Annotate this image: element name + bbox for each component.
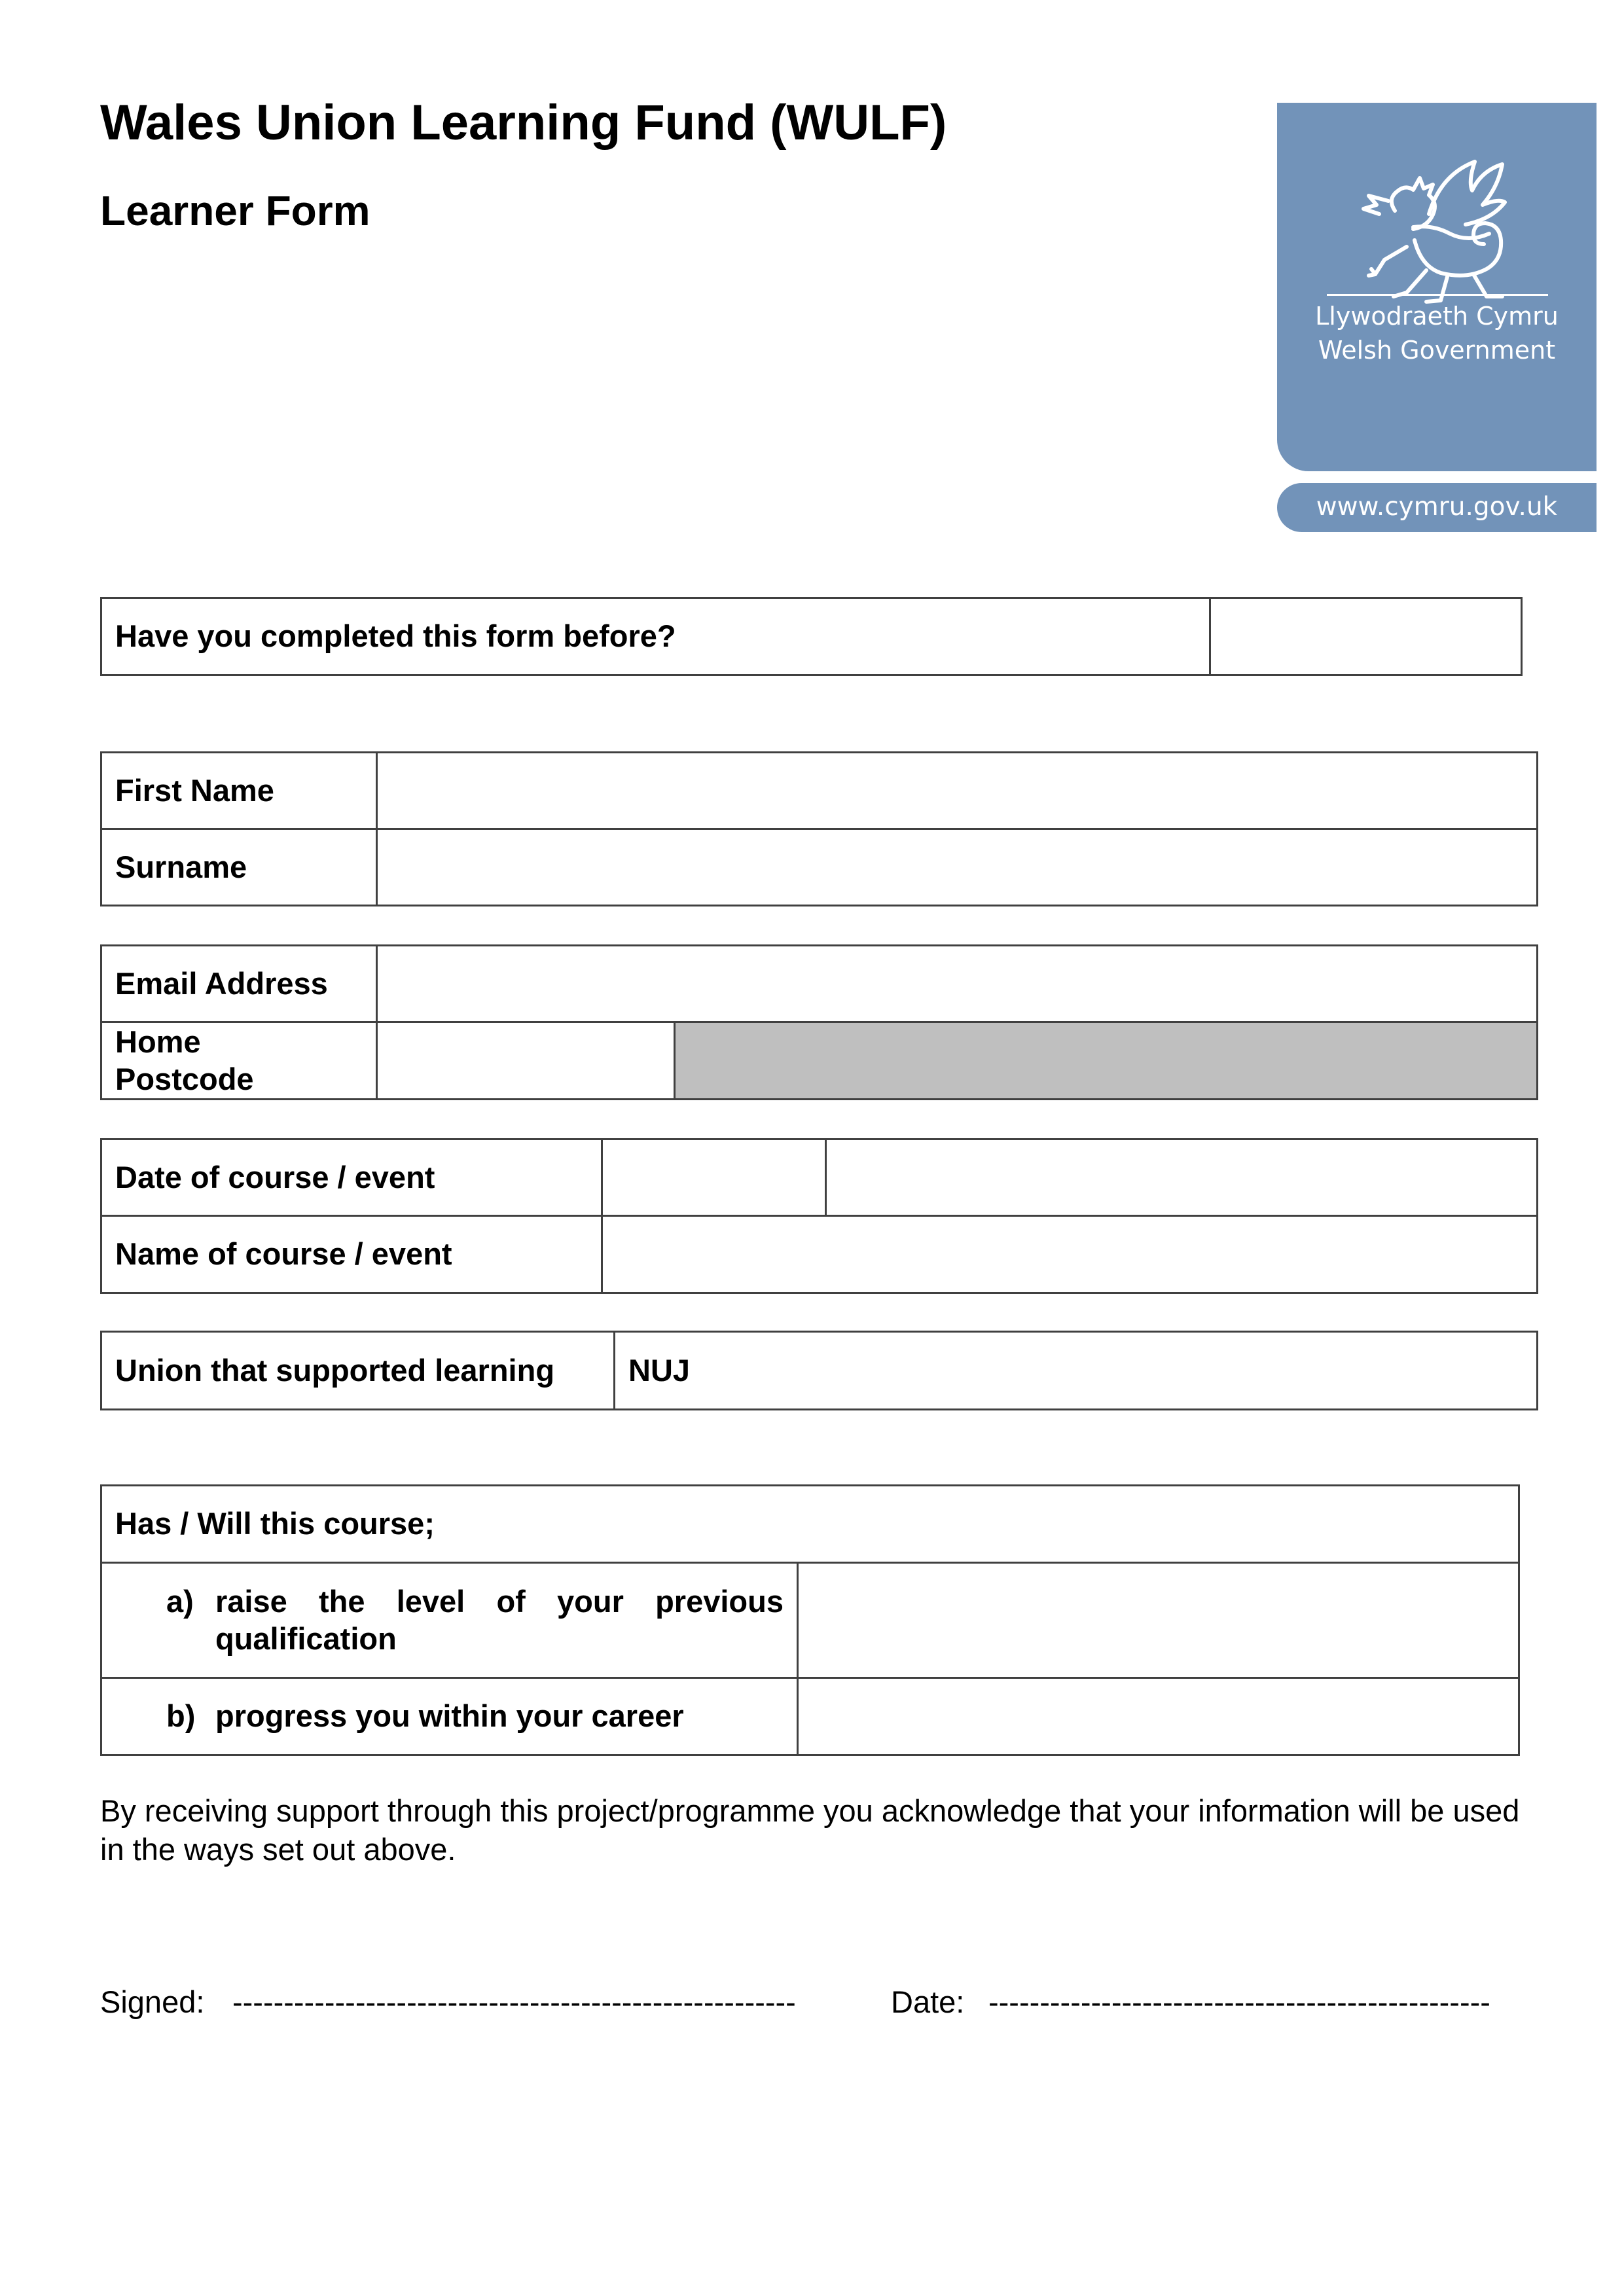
logo-url: www.cymru.gov.uk [1316,492,1558,522]
course-date-field[interactable] [602,1139,826,1216]
course-impact-heading: Has / Will this course; [101,1486,1519,1563]
completed-before-field[interactable] [1210,598,1522,675]
signed-line[interactable]: ------------------------------------------------------- [232,1984,796,2019]
first-name-field[interactable] [377,753,1538,829]
course-table [100,1138,1538,1294]
acknowledgement-text: By receiving support through this project/programme you acknowledge that your information will be used in the ways set out above. [100,1793,1520,1867]
date-label: Date: [891,1984,965,2019]
course-impact-item-a [101,1563,798,1678]
logo-url-bar [1277,483,1597,532]
signed-label: Signed: [100,1984,205,2019]
email-field[interactable] [377,946,1538,1022]
course-impact-table [100,1484,1520,1756]
union-field[interactable]: NUJ [615,1332,1538,1410]
logo-text-welsh: Llywodraeth Cymru [1315,302,1559,331]
union-table [100,1331,1538,1410]
surname-label: Surname [101,829,377,906]
logo-text-english: Welsh Government [1318,336,1556,365]
date-line[interactable]: ------------------------------------------------- [988,1984,1490,2019]
union-label: Union that supported learning [101,1332,615,1410]
course-name-label: Name of course / event [101,1216,602,1293]
page-title: Wales Union Learning Fund (WULF) [100,95,947,151]
email-label: Email Address [101,946,377,1022]
logo-divider [1327,294,1548,296]
welsh-government-logo [1277,103,1597,471]
item-b-text: progress you within your career [215,1698,684,1734]
postcode-label [101,1022,377,1100]
name-table [100,751,1538,906]
page-subtitle: Learner Form [100,187,370,234]
completed-before-label: Have you completed this form before? [101,598,1210,675]
surname-field[interactable] [377,829,1538,906]
course-name-field[interactable] [602,1216,1538,1293]
course-impact-item-a-field[interactable] [798,1563,1519,1678]
first-name-label: First Name [101,753,377,829]
course-impact-item-b [101,1678,798,1755]
item-b-marker: b) [166,1698,196,1734]
postcode-field[interactable] [377,1022,675,1100]
completed-before-table [100,597,1523,676]
postcode-shaded-cell [675,1022,1538,1100]
course-impact-item-b-field[interactable] [798,1678,1519,1755]
postcode-label-line2: Postcode [115,1061,254,1096]
item-a-text: raise the level of your previous qualification [215,1584,784,1656]
postcode-label-line1: Home [115,1024,201,1060]
item-a-marker: a) [166,1584,194,1619]
course-date-label: Date of course / event [101,1139,602,1216]
contact-table [100,944,1538,1100]
course-date-extra-field[interactable] [826,1139,1538,1216]
